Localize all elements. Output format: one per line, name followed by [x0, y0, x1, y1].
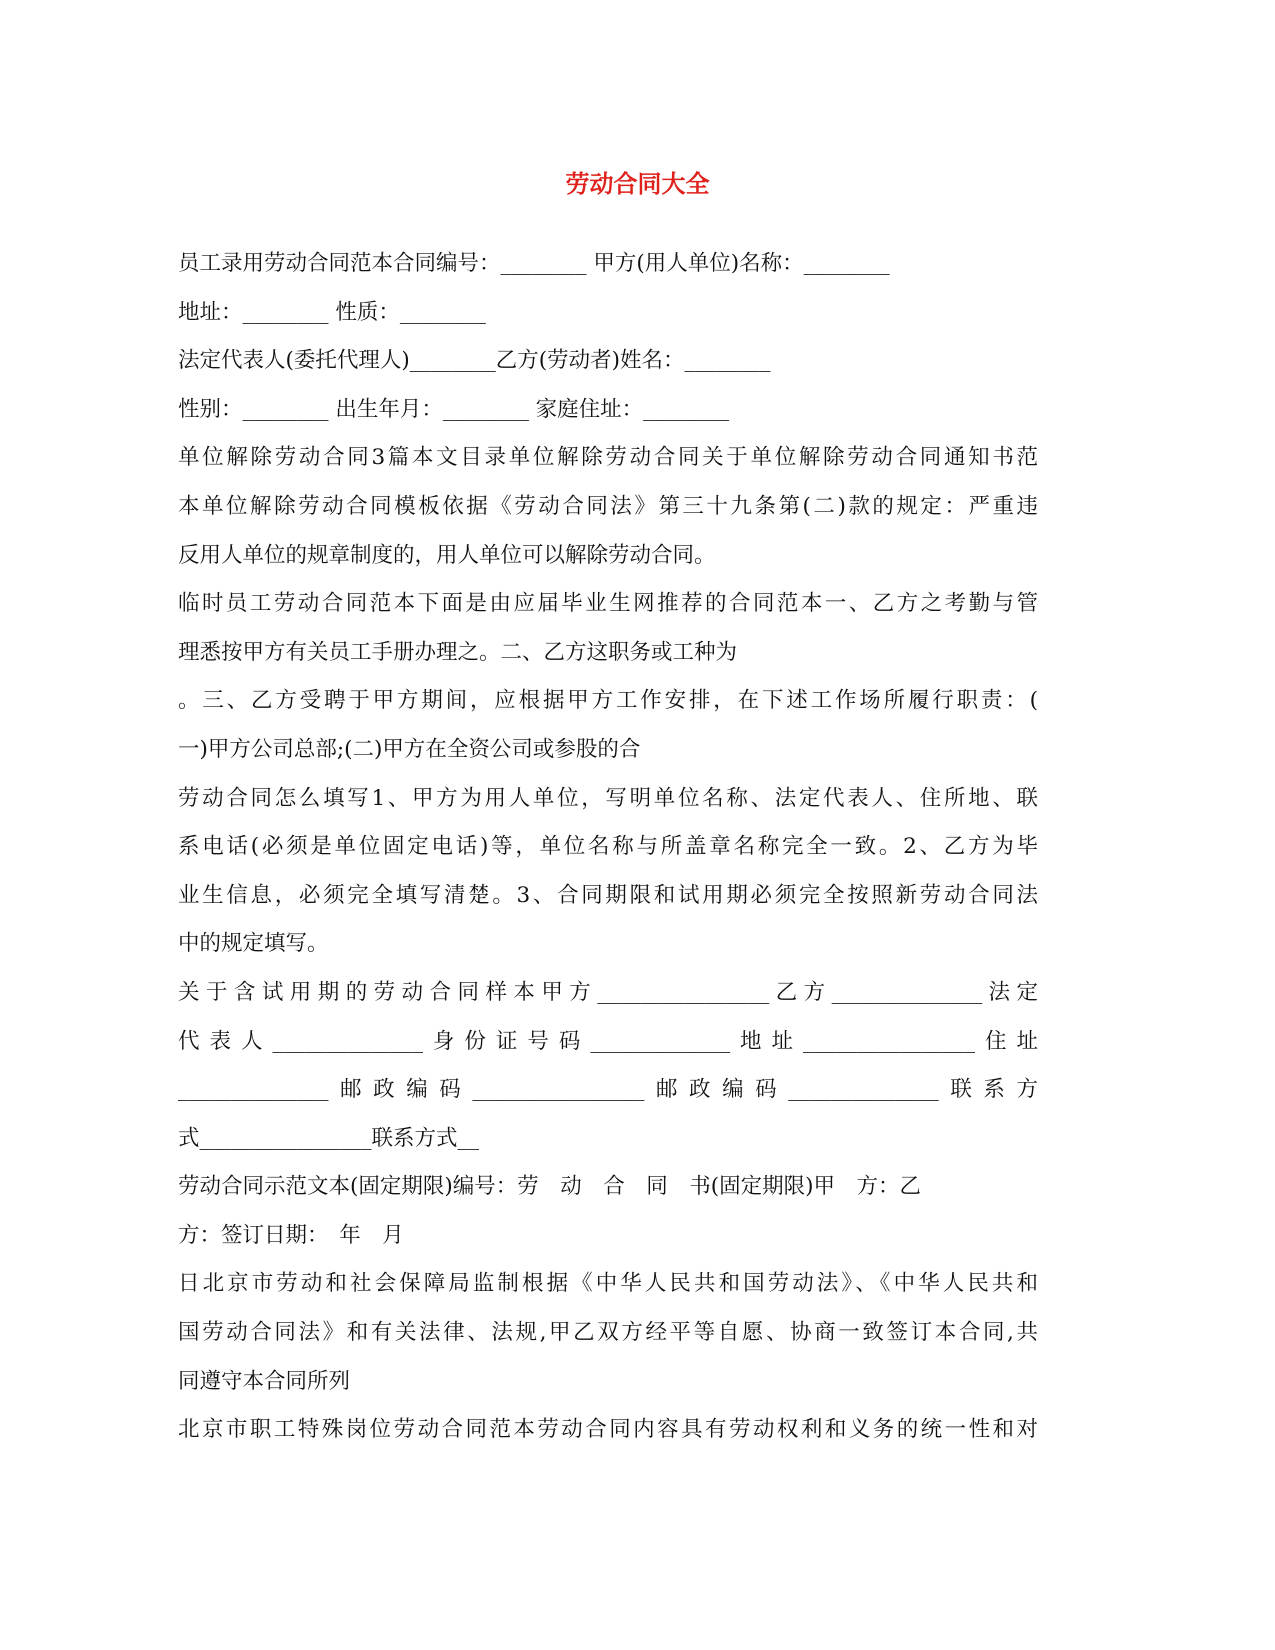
text-line: 系电话(必须是单位固定电话)等，单位名称与所盖章名称完全一致。2、乙方为毕 — [178, 834, 1038, 860]
document-title: 劳动合同大全 — [565, 169, 710, 198]
text-line: 劳动合同示范文本(固定期限)编号：劳 动 合 同 书(固定期限)甲 方：乙 — [178, 1174, 922, 1200]
text-line: 劳动合同怎么填写1、甲方为用人单位，写明单位名称、法定代表人、住所地、联 — [178, 785, 1038, 811]
text-line: 性别：________ 出生年月：________ 家庭住址：________ — [178, 396, 730, 422]
text-line: 地址：________ 性质：________ — [178, 299, 486, 325]
text-line: 临时员工劳动合同范本下面是由应届毕业生网推荐的合同范本一、乙方之考勤与管 — [178, 591, 1038, 617]
text-line: 北京市职工特殊岗位劳动合同范本劳动合同内容具有劳动权利和义务的统一性和对 — [178, 1417, 1038, 1443]
text-line: 关于含试用期的劳动合同样本甲方________________乙方______________法定 — [178, 979, 1038, 1005]
text-line: 日北京市劳动和社会保障局监制根据《中华人民共和国劳动法》、《中华人民共和 — [178, 1271, 1038, 1297]
document-body — [178, 240, 1038, 1455]
text-line: 代表人______________身份证号码_____________地址________________住址 — [178, 1028, 1038, 1054]
text-line: 理悉按甲方有关员工手册办理之。二、乙方这职务或工种为 — [178, 639, 738, 665]
text-line: 本单位解除劳动合同模板依据《劳动合同法》第三十九条第(二)款的规定：严重违 — [178, 493, 1038, 519]
text-line: 。三、乙方受聘于甲方期间，应根据甲方工作安排，在下述工作场所履行职责：( — [178, 688, 1038, 714]
text-line: ______________邮政编码________________邮政编码______________联系方 — [178, 1077, 1038, 1103]
text-line: 反用人单位的规章制度的，用人单位可以解除劳动合同。 — [178, 542, 716, 568]
text-line: 业生信息，必须完全填写清楚。3、合同期限和试用期必须完全按照新劳动合同法 — [178, 882, 1038, 908]
text-line: 国劳动合同法》和有关法律、法规,甲乙双方经平等自愿、协商一致签订本合同,共 — [178, 1320, 1038, 1346]
text-line: 同遵守本合同所列 — [178, 1368, 351, 1394]
text-line: 员工录用劳动合同范本合同编号：________ 甲方(用人单位)名称：________ — [178, 251, 890, 276]
text-line: 中的规定填写。 — [178, 931, 329, 957]
text-line: 单位解除劳动合同3篇本文目录单位解除劳动合同关于单位解除劳动合同通知书范 — [178, 445, 1038, 471]
text-line: 一)甲方公司总部;(二)甲方在全资公司或参股的合 — [178, 736, 641, 762]
text-line: 方：签订日期： 年 月 — [178, 1222, 404, 1248]
text-line: 法定代表人(委托代理人)________乙方(劳动者)姓名：________ — [178, 348, 771, 374]
text-line: 式________________联系方式__ — [178, 1125, 480, 1151]
